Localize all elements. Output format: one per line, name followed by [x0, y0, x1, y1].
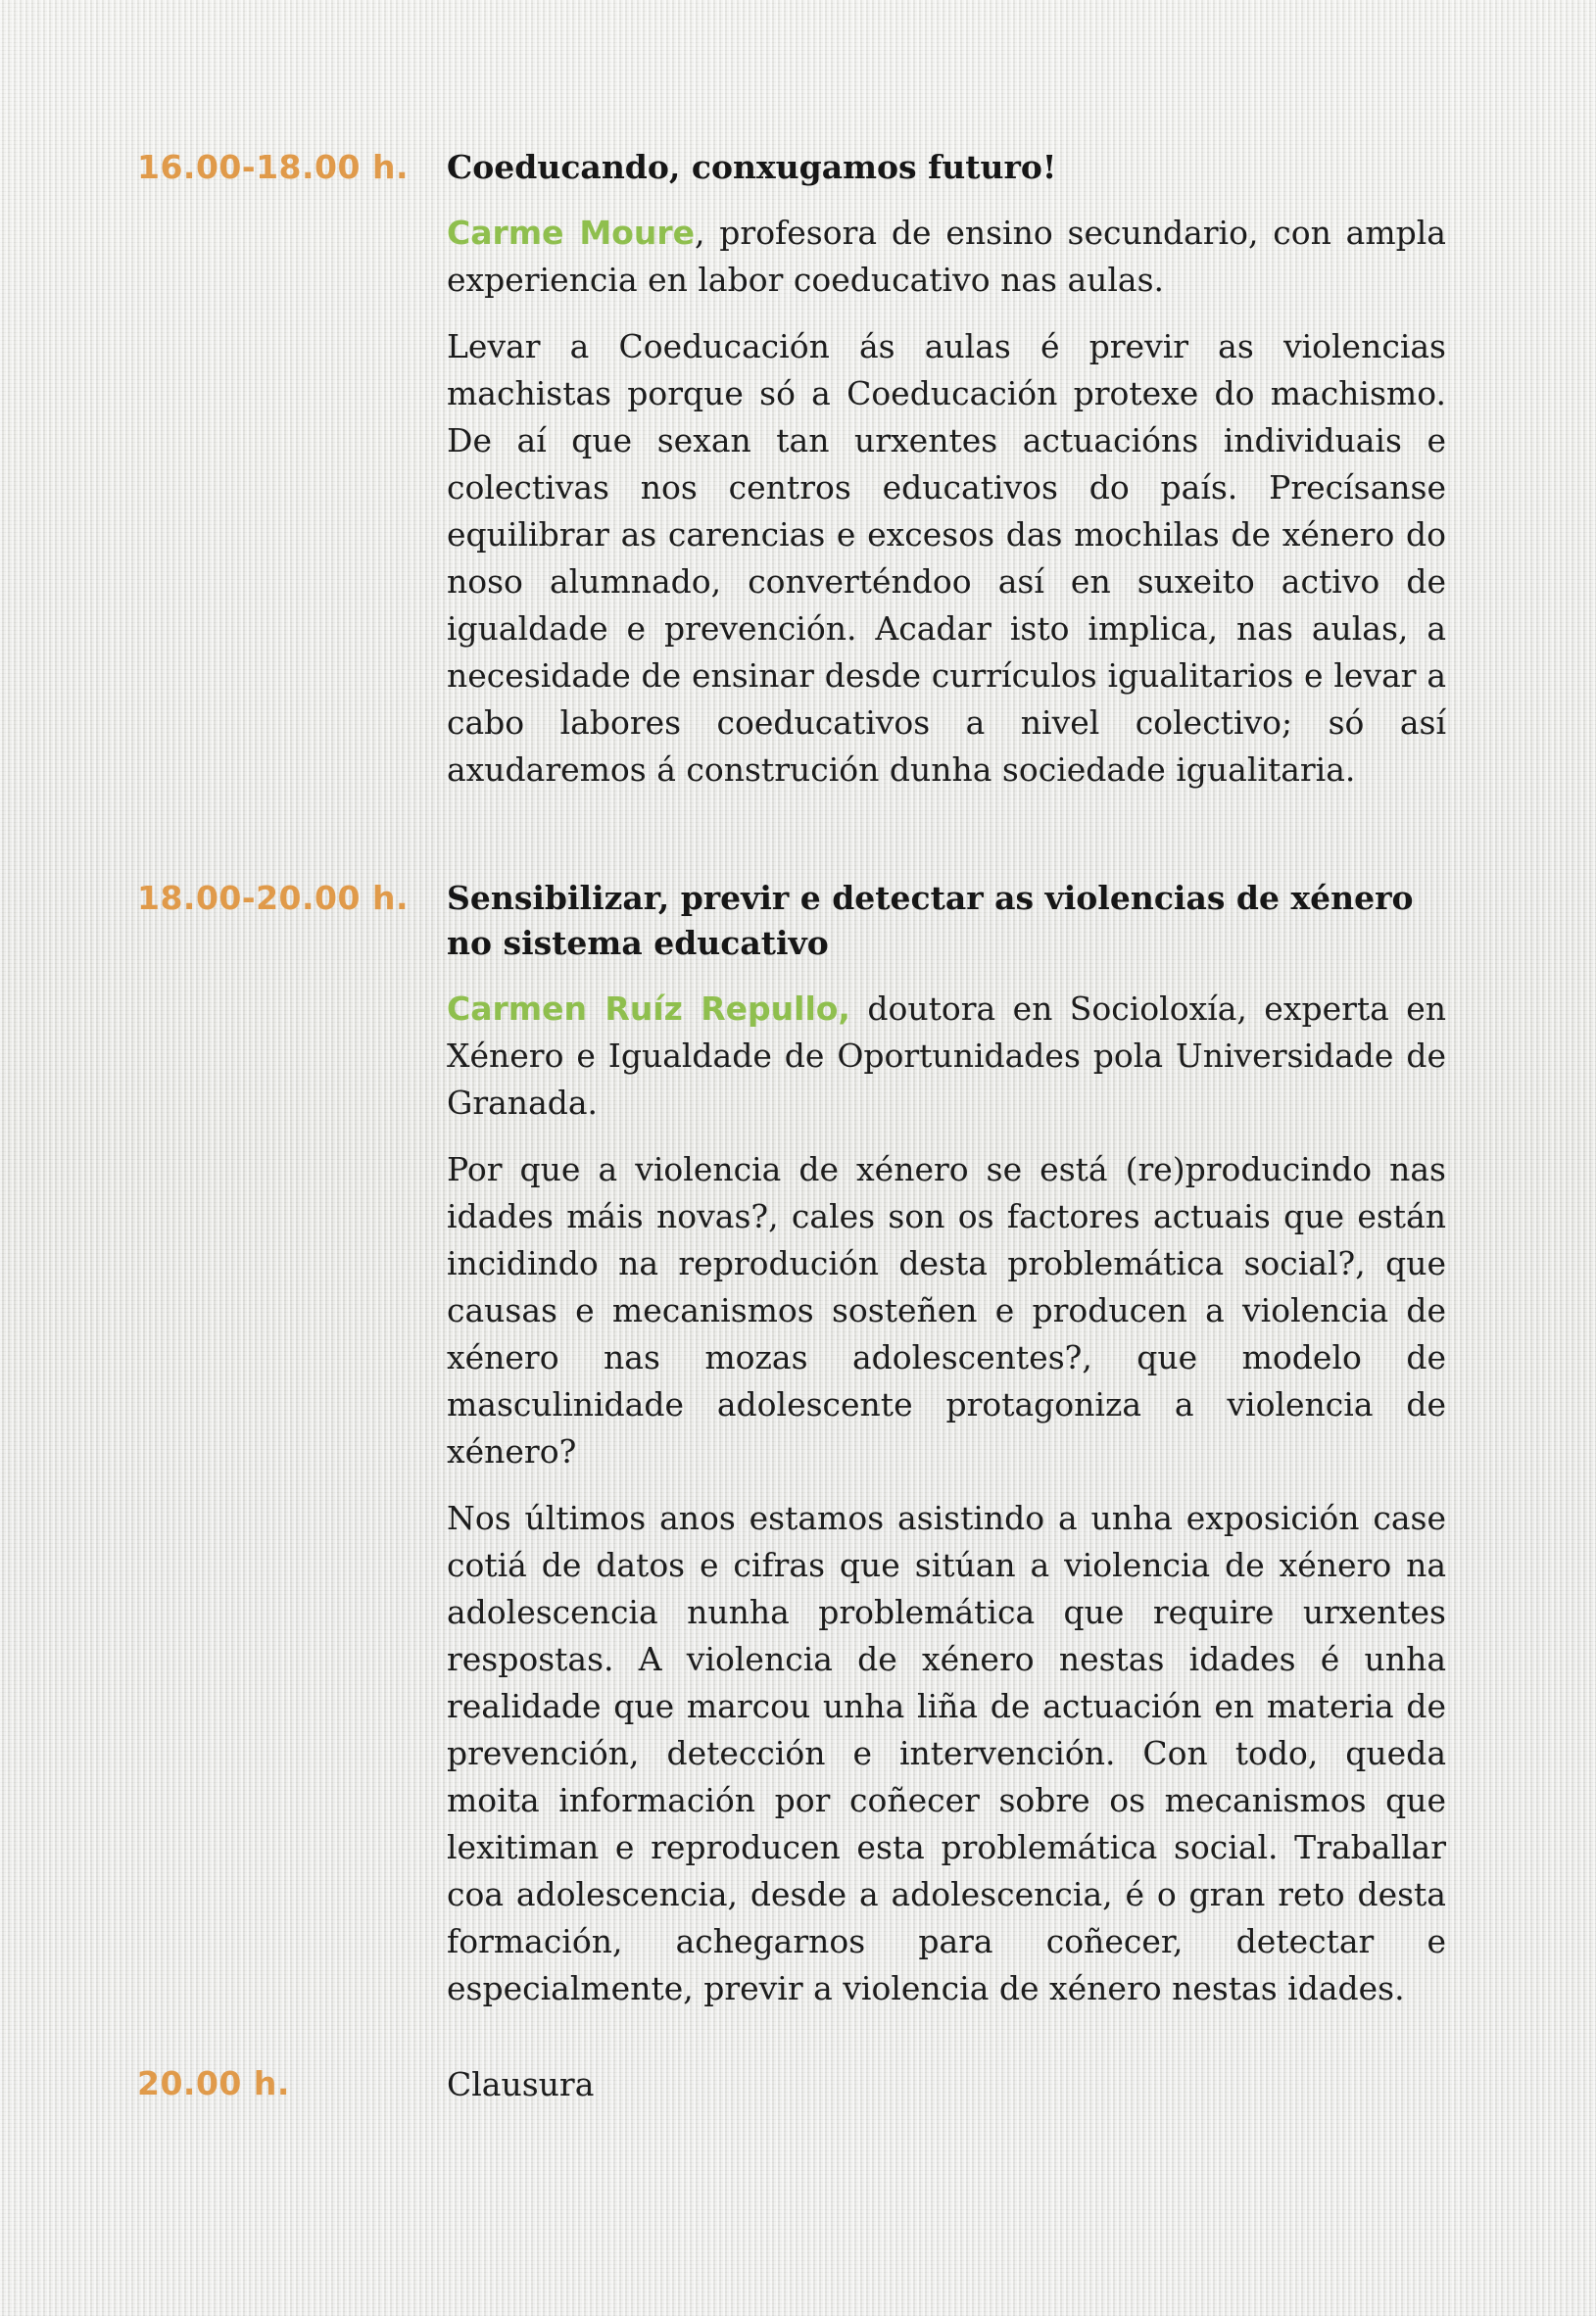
session-content — [447, 2061, 1446, 2108]
session-time: 16.00-18.00 h. — [137, 148, 409, 186]
speaker-description: doutora en Socioloxía, experta en Xénero e Igualdade de Oportunidades pola Universidade de Granada. — [447, 989, 1446, 1122]
session-time: 20.00 h. — [137, 2064, 290, 2102]
speaker-name: Carmen Ruíz Repullo, — [447, 989, 850, 1028]
session-title: Coeducando, conxugamos futuro! — [447, 148, 1057, 186]
speaker-name: Carme Moure — [447, 214, 695, 252]
session-time: 18.00-20.00 h. — [137, 879, 409, 917]
session-paragraph: Nos últimos anos estamos asistindo a unha exposición case cotiá de datos e cifras que sitúan a violencia de xénero na adolescencia nunha problemática que require urxentes respostas. A violencia de xénero nestas idades é unha realidade que marcou unha liña de actuación en materia de prevención, detección e intervención. Con todo, queda moita información por coñecer sobre os mecanismos que lexitiman e reproducen esta problemática social. Traballar coa adolescencia, desde a adolescencia, é o gran reto desta formación, achegarnos para coñecer, detectar e especialmente, previr a violencia de xénero nestas idades. — [447, 1499, 1446, 2007]
session-paragraph: Por que a violencia de xénero se está (re)producindo nas idades máis novas?, cales son os factores actuais que están incidindo na reprodución desta problemática social?, que causas e mecanismos sosteñen e producen a violencia de xénero nas mozas adolescentes?, que modelo de masculinidade adolescente protagoniza a violencia de xénero? — [447, 1150, 1446, 1471]
session-paragraph: Levar a Coeducación ás aulas é previr as violencias machistas porque só a Coeducación protexe do machismo. De aí que sexan tan urxentes actuacións individuais e colectivas nos centros educativos do país. Precísanse equilibrar as carencias e excesos das mochilas de xénero do noso alumnado, converténdoo así en suxeito activo de igualdade e prevención. Acadar isto implica, nas aulas, a necesidade de ensinar desde currículos igualitarios e levar a cabo labores coeducativos a nivel colectivo; só así axudaremos á construción dunha sociedade igualitaria. — [447, 327, 1446, 789]
speaker-description: , profesora de ensino secundario, con ampla experiencia en labor coeducativo nas aulas. — [447, 214, 1446, 299]
speaker-line — [447, 986, 1446, 1127]
speaker-line — [447, 210, 1446, 304]
session-content — [447, 145, 1446, 813]
session-content — [447, 876, 1446, 2032]
session-title: Sensibilizar, previr e detectar as violencias de xénero no sistema educativo — [447, 879, 1414, 962]
closing-text: Clausura — [447, 2065, 595, 2103]
